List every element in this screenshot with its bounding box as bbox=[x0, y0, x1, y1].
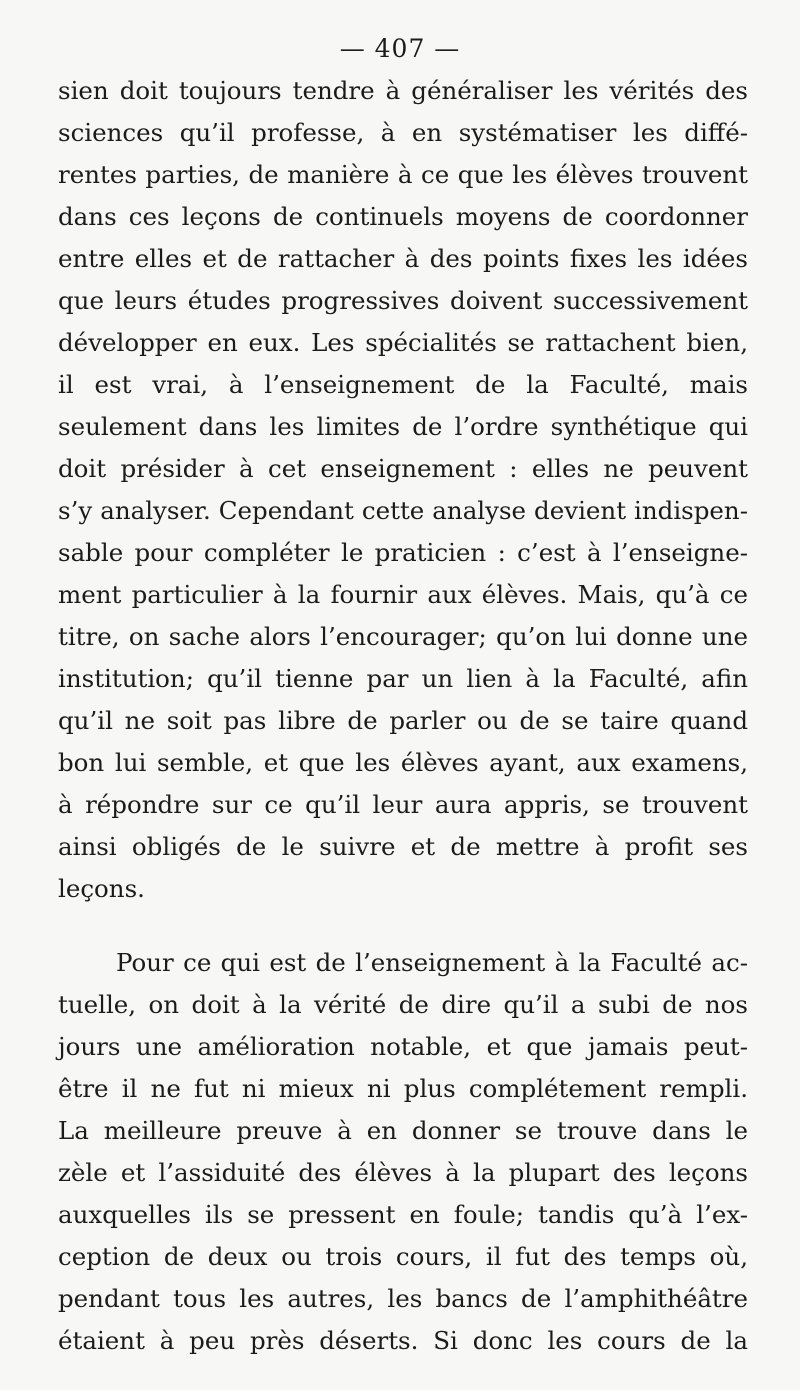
text-line: sable pour compléter le praticien : c’est à l’enseigne- bbox=[58, 538, 748, 567]
text-line: être il ne fut ni mieux ni plus complétement rempli. bbox=[58, 1074, 748, 1103]
page-number: — 407 — bbox=[339, 34, 461, 63]
text-line: entre elles et de rattacher à des points fixes les idées bbox=[58, 244, 748, 273]
text-line: ainsi obligés de le suivre et de mettre à profit ses bbox=[58, 832, 748, 861]
text-line: jours une amélioration notable, et que jamais peut- bbox=[58, 1032, 748, 1061]
text-line: doit présider à cet enseignement : elles ne peuvent bbox=[58, 454, 748, 483]
text-line: à répondre sur ce qu’il leur aura appris, se trouvent bbox=[58, 790, 748, 819]
text-line: auxquelles ils se pressent en foule; tandis qu’à l’ex- bbox=[58, 1200, 748, 1229]
text-line: titre, on sache alors l’encourager; qu’on lui donne une bbox=[58, 622, 748, 651]
text-line: tuelle, on doit à la vérité de dire qu’il a subi de nos bbox=[58, 990, 748, 1019]
text-line: Pour ce qui est de l’enseignement à la Faculté ac- bbox=[116, 948, 748, 977]
text-line: La meilleure preuve à en donner se trouve dans le bbox=[58, 1116, 748, 1145]
text-line: qu’il ne soit pas libre de parler ou de se taire quand bbox=[58, 706, 748, 735]
text-line: institution; qu’il tienne par un lien à la Faculté, afin bbox=[58, 664, 748, 693]
text-line: étaient à peu près déserts. Si donc les cours de la bbox=[58, 1326, 748, 1355]
text-line: sien doit toujours tendre à généraliser les vérités des bbox=[58, 76, 748, 105]
text-line: ception de deux ou trois cours, il fut des temps où, bbox=[58, 1242, 748, 1271]
text-line: rentes parties, de manière à ce que les élèves trouvent bbox=[58, 160, 748, 189]
text-line: que leurs études progressives doivent successivement bbox=[58, 286, 748, 315]
text-line: bon lui semble, et que les élèves ayant, aux examens, bbox=[58, 748, 748, 777]
text-line: pendant tous les autres, les bancs de l’amphithéâtre bbox=[58, 1284, 748, 1313]
text-line: dans ces leçons de continuels moyens de coordonner bbox=[58, 202, 748, 231]
text-line: développer en eux. Les spécialités se rattachent bien, bbox=[58, 328, 748, 357]
text-line: ment particulier à la fournir aux élèves. Mais, qu’à ce bbox=[58, 580, 748, 609]
text-line: s’y analyser. Cependant cette analyse devient indispen- bbox=[58, 496, 748, 525]
text-line: zèle et l’assiduité des élèves à la plupart des leçons bbox=[58, 1158, 748, 1187]
text-line: il est vrai, à l’enseignement de la Faculté, mais bbox=[58, 370, 748, 399]
text-line: leçons. bbox=[58, 874, 145, 903]
text-line: sciences qu’il professe, à en systématiser les diffé- bbox=[58, 118, 748, 147]
text-line: seulement dans les limites de l’ordre synthétique qui bbox=[58, 412, 748, 441]
